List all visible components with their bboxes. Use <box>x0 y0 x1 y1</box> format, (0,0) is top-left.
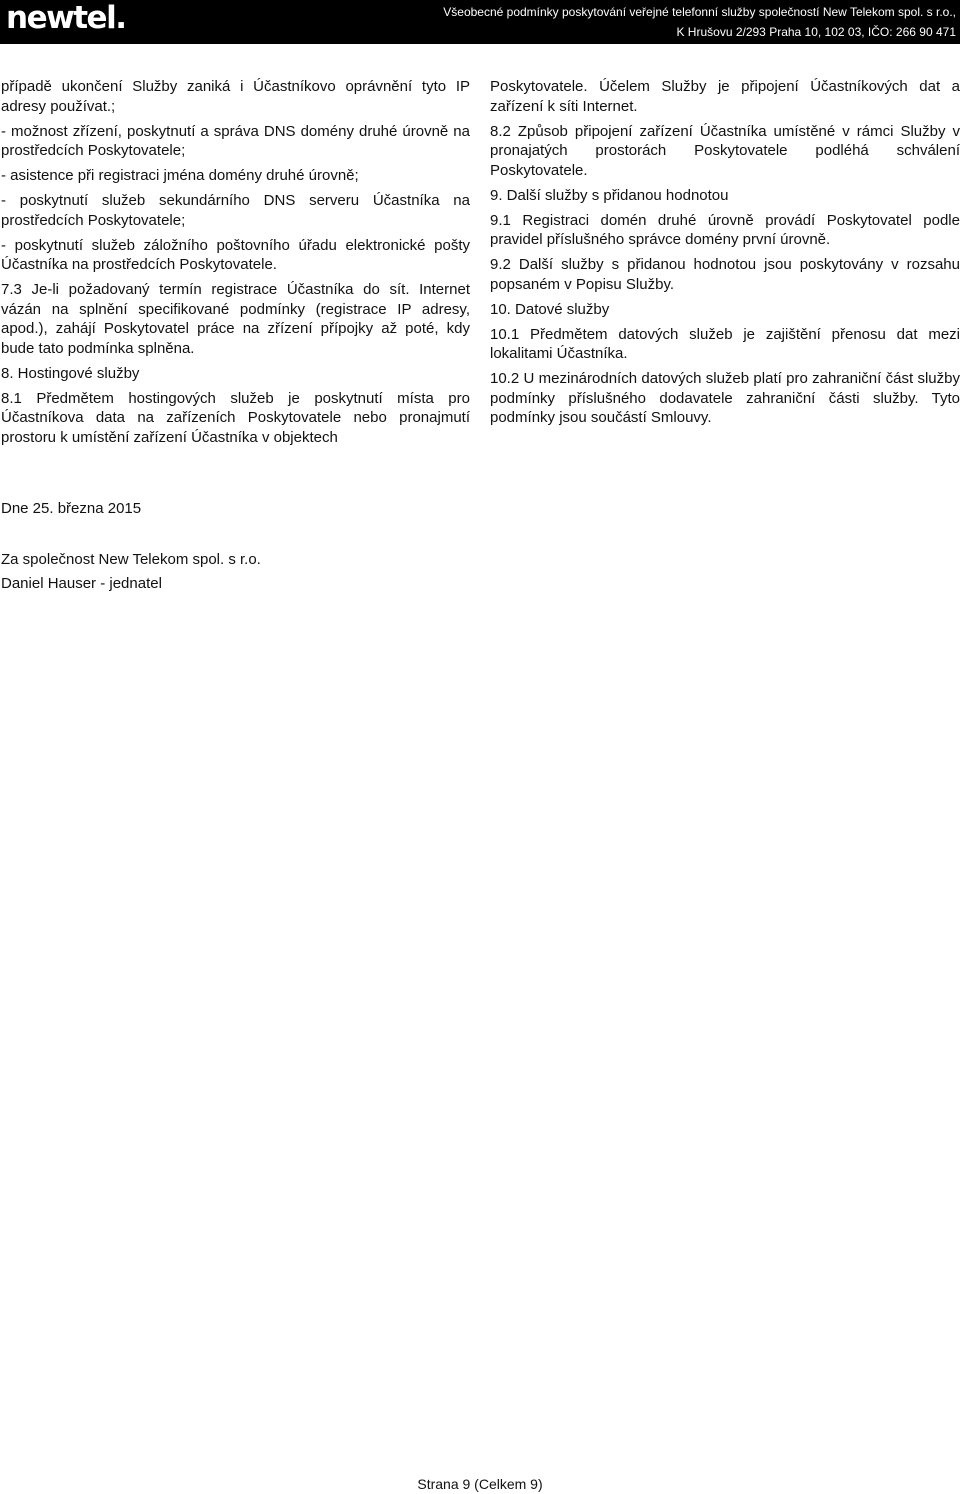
clause-9-2: 9.2 Další služby s přidanou hodnotou jsou poskytovány v rozsahu popsaném v Popisu Služby. <box>490 256 960 293</box>
left-column <box>1 77 470 453</box>
section-heading-8: 8. Hostingové služby <box>1 364 140 382</box>
right-column <box>490 77 960 433</box>
document-date: Dne 25. března 2015 <box>1 500 142 517</box>
section-heading-9: 9. Další služby s přidanou hodnotou <box>490 186 729 204</box>
section-heading-10: 10. Datové služby <box>490 300 610 318</box>
company-signature-line: Za společnost New Telekom spol. s r.o. <box>1 551 261 568</box>
list-item: - možnost zřízení, poskytnutí a správa DNS domény druhé úrovně na prostředcích Poskytovatele; <box>1 122 470 159</box>
header-title: Všeobecné podmínky poskytování veřejné telefonní služby společností New Telekom spol. s r.o., <box>443 5 956 19</box>
clause-8-1: 8.1 Předmětem hostingových služeb je poskytnutí místa pro Účastníkova data na zařízeních Poskytovatele nebo pronajmutí prostoru k umístění zařízení Účastníka v objektech <box>1 389 470 446</box>
paragraph: Poskytovatele. Účelem Služby je připojení Účastníkových dat a zařízení k síti Internet. <box>490 78 960 115</box>
list-item: - asistence při registraci jména domény druhé úrovně; <box>1 167 359 184</box>
clause-10-2: 10.2 U mezinárodních datových služeb platí pro zahraniční část služby podmínky příslušného dodavatele zahraniční části služby. Tyto podmínky jsou součástí Smlouvy. <box>490 370 960 426</box>
page-header <box>0 0 960 44</box>
paragraph: případě ukončení Služby zaniká i Účastníkovo oprávnění tyto IP adresy používat.; <box>1 78 470 115</box>
page-number: Strana 9 (Celkem 9) <box>417 1476 543 1492</box>
clause-9-1: 9.1 Registraci domén druhé úrovně provádí Poskytovatel podle pravidel příslušného správce domény první úrovně. <box>490 211 960 248</box>
clause-8-2: 8.2 Způsob připojení zařízení Účastníka umístěné v rámci Služby v pronajatých prostorách Poskytovatele podléhá schválení Poskytovatele. <box>490 122 960 179</box>
header-address: K Hrušovu 2/293 Praha 10, 102 03, IČO: 266 90 471 <box>676 25 956 39</box>
newtel-logo: newtel. <box>6 0 126 36</box>
signatory-name: Daniel Hauser - jednatel <box>1 575 162 592</box>
list-item: - poskytnutí služeb záložního poštovního úřadu elektronické pošty Účastníka na prostředcích Poskytovatele. <box>1 236 470 273</box>
clause-7-3: 7.3 Je-li požadovaný termín registrace Účastníka do sít. Internet vázán na splnění specifikované podmínky (registrace IP adresy, apod.), zahájí Poskytovatel práce na zřízení přípojky až poté, kdy bude tato podmínka splněna. <box>1 281 470 357</box>
clause-10-1: 10.1 Předmětem datových služeb je zajištění přenosu dat mezi lokalitami Účastníka. <box>490 325 960 362</box>
list-item: - poskytnutí služeb sekundárního DNS serveru Účastníka na prostředcích Poskytovatele; <box>1 192 470 229</box>
